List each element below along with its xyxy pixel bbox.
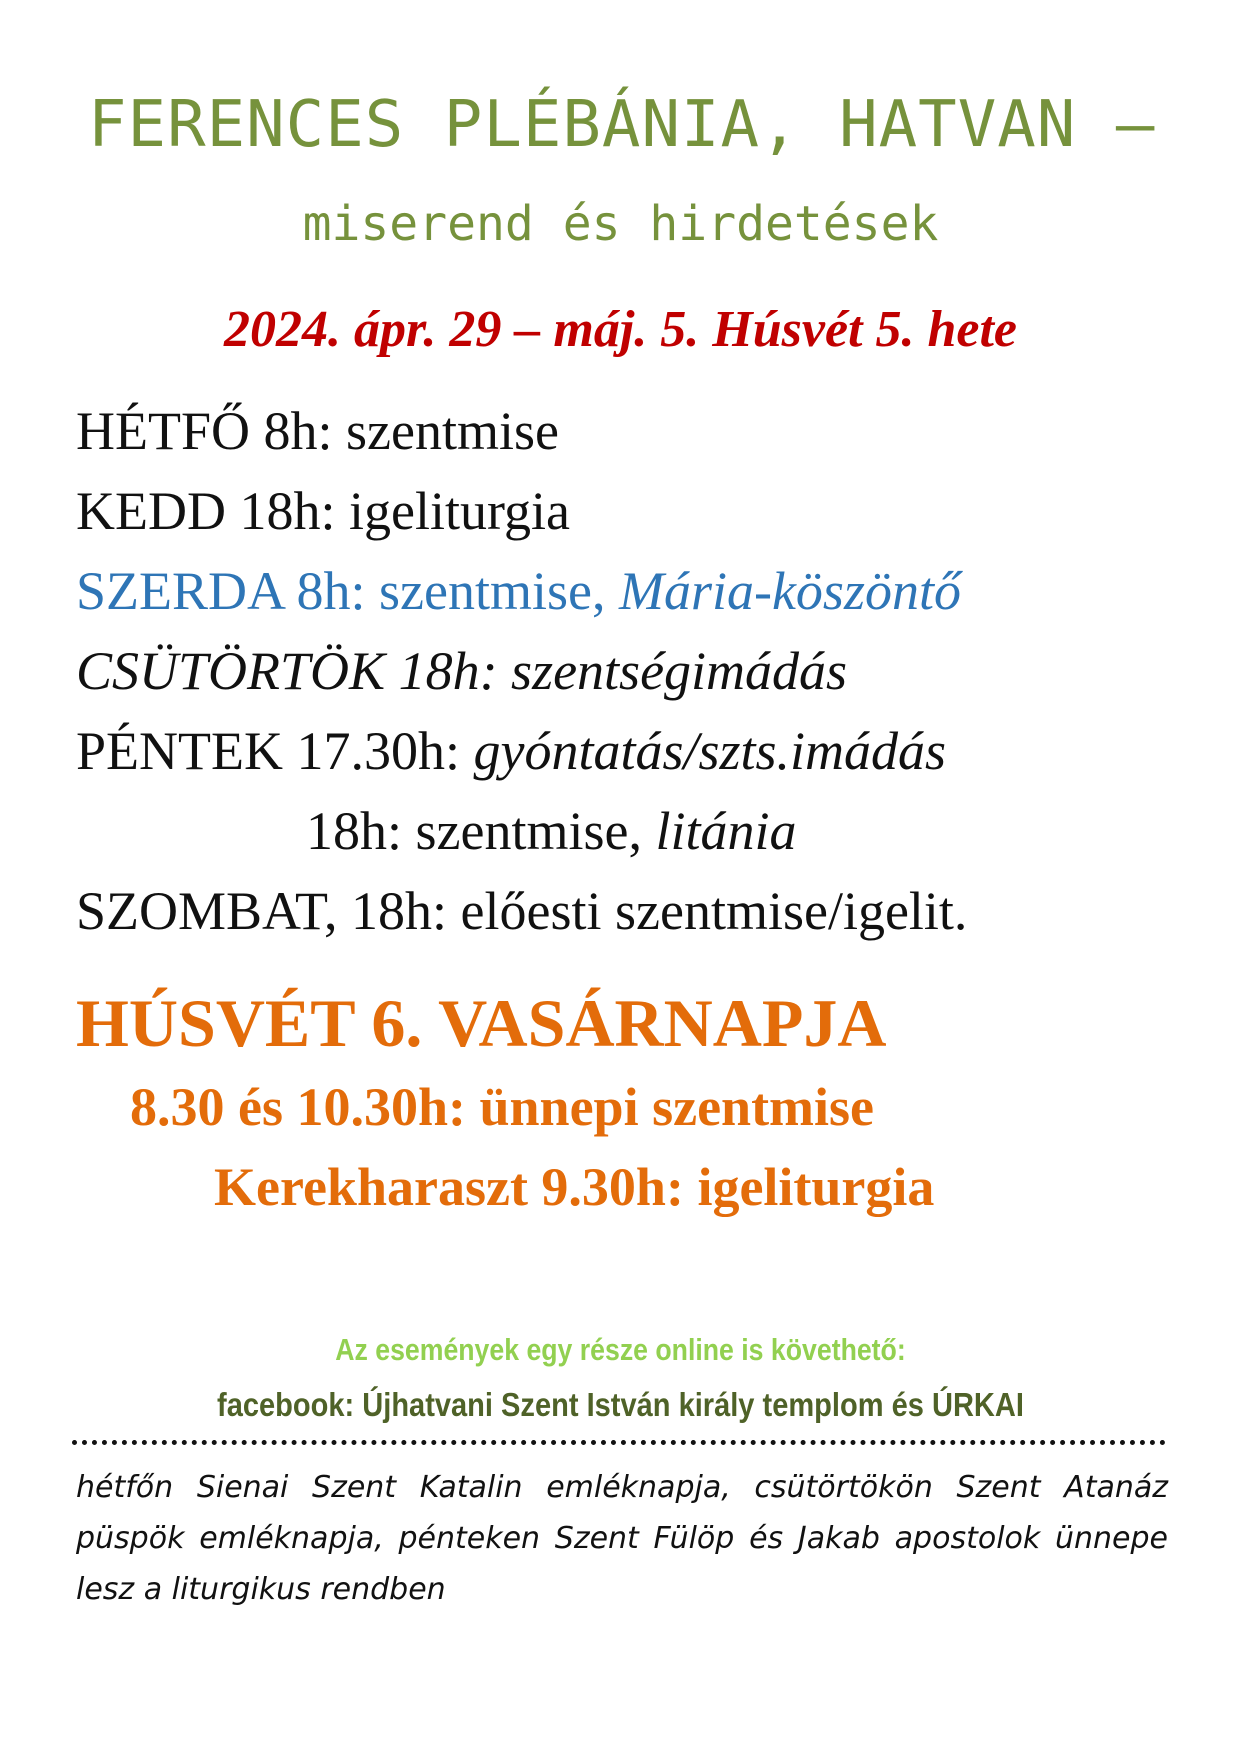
schedule-saturday: SZOMBAT, 18h: előesti szentmise/igelit. (76, 881, 968, 941)
schedule-wednesday (76, 560, 961, 622)
page-subtitle: miserend és hirdetések (302, 196, 939, 252)
schedule-friday (76, 720, 946, 782)
parish-title: FERENCES PLÉBÁNIA, HATVAN – (88, 88, 1156, 162)
sunday-kerekharaszt: Kerekharaszt 9.30h: igeliturgia (214, 1157, 935, 1217)
schedule-tuesday: KEDD 18h: igeliturgia (76, 481, 570, 541)
schedule-monday: HÉTFŐ 8h: szentmise (76, 401, 559, 461)
schedule-friday-italic: gyóntatás/szts.imádás (473, 721, 947, 781)
week-date-line: 2024. ápr. 29 – máj. 5. Húsvét 5. hete (224, 301, 1017, 358)
schedule-wednesday-main: SZERDA 8h: szentmise, (76, 561, 619, 621)
schedule-wednesday-italic: Mária-köszöntő (618, 561, 961, 621)
schedule-friday2-main: 18h: szentmise, (306, 801, 656, 861)
schedule-friday-evening (306, 800, 796, 862)
schedule-thursday: CSÜTÖRTÖK 18h: szentségimádás (76, 641, 848, 701)
facebook-notice: facebook: Újhatvani Szent István király templom és ÚRKAI (217, 1386, 1024, 1423)
schedule-friday2-italic: litánia (655, 801, 797, 861)
liturgical-note: hétfőn Sienai Szent Katalin emléknapja, csütörtökön Szent Atanáz püspök emléknapja, pénteken Szent Fülöp és Jakab apostolok ünnepe lesz a liturgikus rendben (76, 1470, 1168, 1607)
dotted-divider (72, 1440, 1166, 1445)
sunday-heading: HÚSVÉT 6. VASÁRNAPJA (76, 985, 887, 1061)
sunday-masses: 8.30 és 10.30h: ünnepi szentmise (130, 1077, 875, 1137)
schedule-friday-main: PÉNTEK 17.30h: (76, 721, 474, 781)
online-notice: Az események egy része online is követhető: (335, 1332, 906, 1367)
